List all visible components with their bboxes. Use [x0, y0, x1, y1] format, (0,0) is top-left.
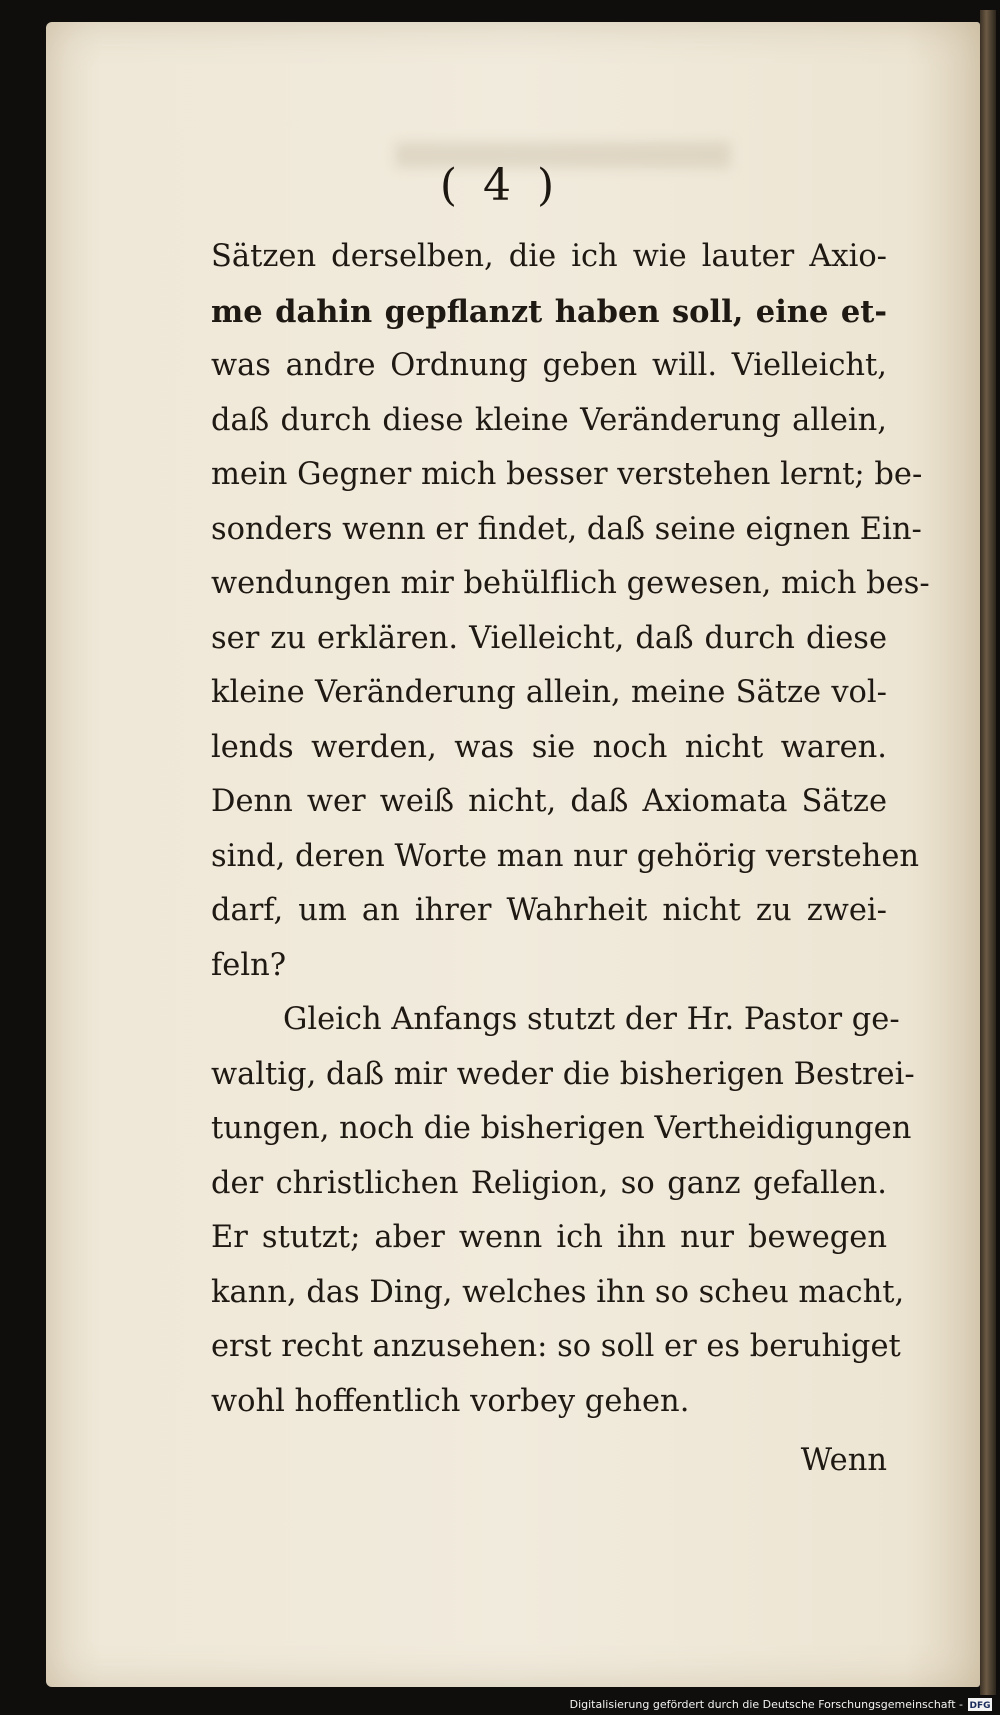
text-line: sonders wenn er findet, daß seine eignen Ein- [211, 511, 922, 547]
text-line: Gleich Anfangs stutzt der Hr. Pastor ge- [283, 1002, 900, 1037]
catchword: Wenn [800, 1443, 887, 1478]
text-line: feln? [211, 947, 287, 983]
footer-credit: Digitalisierung gefördert durch die Deutsche Forschungsgemeinschaft - [569, 1697, 963, 1711]
text-line: tungen, noch die bisherigen Vertheidigungen [211, 1111, 912, 1146]
text-line: me dahin gepflanzt haben soll, eine et- [211, 293, 887, 330]
body-text [211, 230, 930, 1429]
text-line: der christlichen Religion, so ganz gefallen. [211, 1165, 887, 1201]
text-line: wendungen mir behülflich gewesen, mich bes- [211, 566, 930, 601]
text-line: sind, deren Worte man nur gehörig verstehen [211, 838, 920, 874]
text-line: ser zu erklären. Vielleicht, daß durch diese [211, 620, 887, 656]
text-line: mein Gegner mich besser verstehen lernt; be- [211, 457, 923, 492]
text-line: darf, um an ihrer Wahrheit nicht zu zwei- [211, 893, 887, 928]
text-line: kann, das Ding, welches ihn so scheu macht, [211, 1274, 905, 1310]
text-line: wohl hoffentlich vorbey gehen. [211, 1383, 690, 1419]
book-edge [980, 10, 996, 1695]
text-line: lends werden, was sie noch nicht waren. [211, 729, 887, 765]
dfg-logo [968, 1698, 992, 1711]
text-line: daß durch diese kleine Veränderung allein, [211, 402, 887, 438]
text-line: was andre Ordnung geben will. Vielleicht, [211, 348, 887, 383]
digitization-footer [570, 1695, 992, 1713]
text-line: Sätzen derselben, die ich wie lauter Axio- [211, 239, 887, 274]
dfg-logo-text: DFG [969, 1700, 991, 1710]
text-line: kleine Veränderung allein, meine Sätze vol- [211, 675, 887, 710]
page-number: ( 4 ) [439, 160, 561, 211]
text-line: Er stutzt; aber wenn ich ihn nur bewegen [211, 1220, 887, 1255]
text-line: Denn wer weiß nicht, daß Axiomata Sätze [211, 784, 887, 819]
text-line: waltig, daß mir weder die bisherigen Bestrei- [211, 1056, 915, 1092]
text-line: erst recht anzusehen: so soll er es beruhiget [211, 1329, 901, 1364]
